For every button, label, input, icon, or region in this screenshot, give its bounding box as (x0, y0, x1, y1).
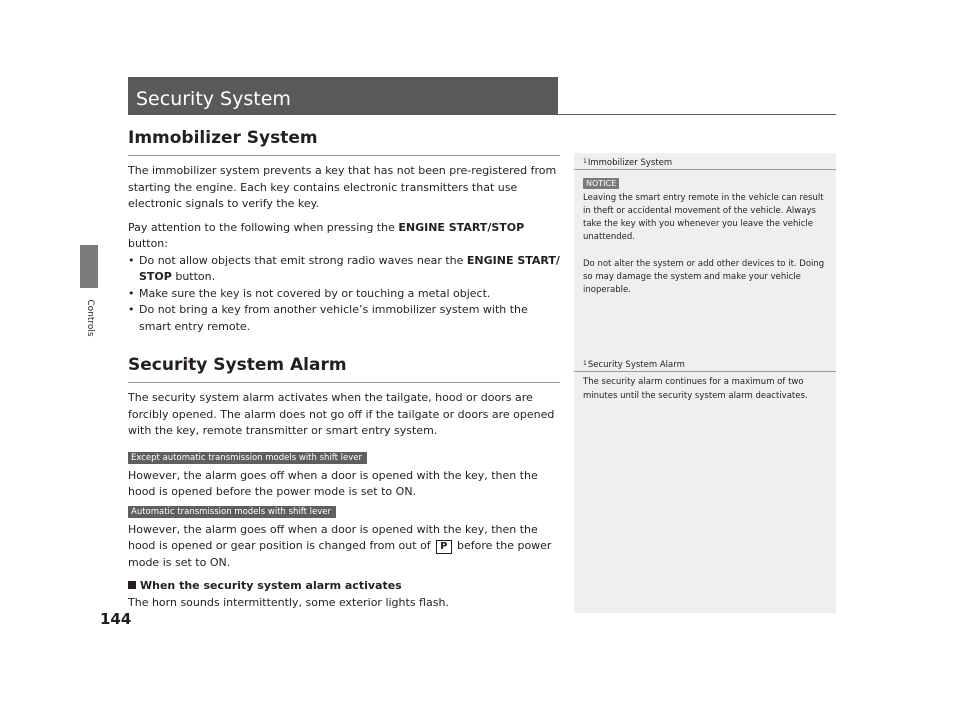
shift-position-p: P (436, 540, 451, 554)
alarm-note-title: 1 Security System Alarm (583, 360, 685, 370)
immobilizer-heading: Immobilizer System (128, 126, 560, 156)
page-number: 144 (100, 610, 132, 628)
alarm-note (583, 359, 828, 403)
page-title: Security System (136, 88, 291, 110)
immobilizer-note (583, 157, 828, 298)
attention-line: Pay attention to the following when pressing the ENGINE START/STOP button: (128, 220, 525, 250)
alarm-except-text: However, the alarm goes off when a door is opened with the key, then the hood is opened before the power mode is set to ON. (128, 468, 538, 498)
immobilizer-note-title: 1 Immobilizer System (583, 158, 673, 168)
alarm-note-para1: The security alarm continues for a maximum of two minutes until the security system alarm deactivates. (583, 377, 808, 401)
engine-start-stop-label: ENGINE START/STOP (398, 220, 525, 234)
except-automatic-tag: Except automatic transmission models with shift lever (128, 452, 367, 464)
immobilizer-note-para1: Leaving the smart entry remote in the vehicle can result in theft or accidental movement of the vehicle. Always take the key with you whenever you leave the vehicle unattended. (583, 192, 824, 243)
section-tab-marker (80, 245, 98, 288)
notice-badge: NOTICE (583, 178, 619, 189)
immobilizer-note-para2: Do not alter the system or add other devices to it. Doing so may damage the system and make your vehicle inoperable. (583, 258, 825, 296)
list-item: • Do not allow objects that emit strong radio waves near the ENGINE START/ STOP button. (128, 253, 560, 286)
main-content (128, 126, 560, 611)
note-rule (574, 371, 836, 372)
immobilizer-intro: The immobilizer system prevents a key that has not been pre-registered from starting the engine. Each key contains electronic transmitters that use electronic signals to verify the key. (128, 164, 557, 210)
list-item: • Do not bring a key from another vehicle’s immobilizer system with the smart entry remote. (128, 302, 560, 335)
section-square-icon (128, 581, 136, 589)
alarm-activates-heading: When the security system alarm activates (128, 578, 560, 595)
list-item: • Make sure the key is not covered by or touching a metal object. (128, 286, 560, 303)
alarm-intro: The security system alarm activates when the tailgate, hood or doors are forcibly opened. The alarm does not go off if the tailgate or doors are opened with the key, remote transmitter or smart entry system. (128, 391, 555, 437)
section-label: Controls (85, 299, 95, 337)
alarm-auto-text: However, the alarm goes off when a door is opened with the key, then the hood is opened or gear position is changed from out of P before the power mode is set to ON. (128, 522, 552, 569)
automatic-tag: Automatic transmission models with shift lever (128, 506, 336, 518)
immobilizer-bullets (128, 253, 560, 336)
alarm-activates-text: The horn sounds intermittently, some exterior lights flash. (128, 595, 449, 609)
note-rule (574, 169, 836, 170)
alarm-heading: Security System Alarm (128, 353, 560, 383)
title-rule (558, 114, 836, 115)
